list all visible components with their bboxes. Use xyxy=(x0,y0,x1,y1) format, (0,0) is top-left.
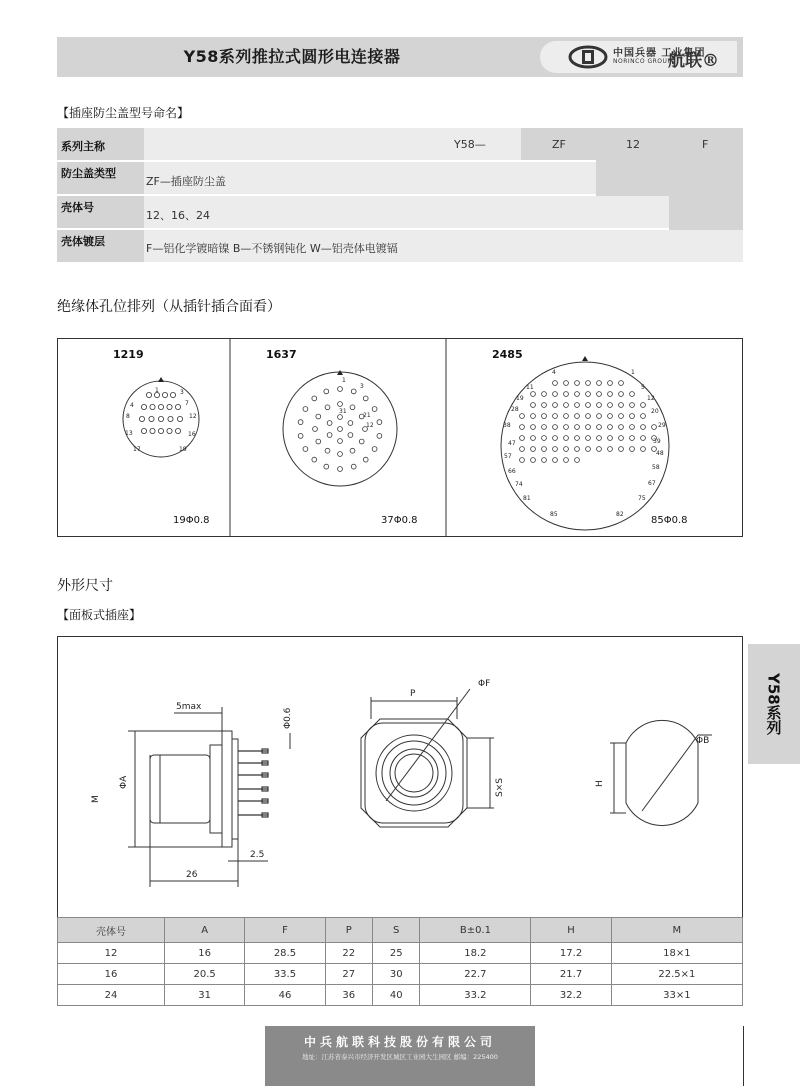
pin-hole xyxy=(564,425,569,430)
pin-hole xyxy=(542,392,547,397)
svg-text:29: 29 xyxy=(658,422,666,429)
outline-drawing-frame xyxy=(57,636,743,918)
pin-hole xyxy=(139,416,144,421)
footer-address: 地址：江苏省泰兴市经济开发区城区工业园大生园区 邮编：225400 xyxy=(302,1053,498,1061)
pin-hole xyxy=(575,403,580,408)
pin-hole xyxy=(542,425,547,430)
pin-hole xyxy=(564,403,569,408)
pin-hole xyxy=(564,458,569,463)
pin-hole xyxy=(641,414,646,419)
pin-hole xyxy=(520,425,525,430)
svg-text:12: 12 xyxy=(366,422,374,429)
panel-1637-title: 1637 xyxy=(266,348,297,361)
pin-hole xyxy=(158,416,163,421)
svg-text:20: 20 xyxy=(651,408,659,415)
svg-text:74: 74 xyxy=(515,481,523,488)
pin-hole xyxy=(363,457,368,462)
svg-text:1: 1 xyxy=(342,377,346,384)
svg-text:4: 4 xyxy=(130,402,134,409)
svg-text:21: 21 xyxy=(363,412,371,419)
pin-hole xyxy=(531,447,536,452)
pin-hole xyxy=(348,421,353,426)
svg-text:75: 75 xyxy=(638,495,646,502)
pin-hole xyxy=(575,425,580,430)
pin-hole xyxy=(619,392,624,397)
pin-hole xyxy=(553,458,558,463)
panel-1219-caption: 19Φ0.8 xyxy=(173,515,210,526)
pin-hole xyxy=(348,433,353,438)
naming-text-shell: 12、16、24 xyxy=(146,209,210,222)
pin-hole xyxy=(531,403,536,408)
pin-hole xyxy=(324,464,329,469)
pin-hole xyxy=(158,428,163,433)
pin-hole xyxy=(542,414,547,419)
pin-hole xyxy=(586,447,591,452)
pin-hole xyxy=(372,407,377,412)
svg-text:48: 48 xyxy=(656,450,664,457)
pin-hole xyxy=(553,436,558,441)
pin-hole xyxy=(162,392,167,397)
svg-text:13: 13 xyxy=(125,430,133,437)
svg-text:1: 1 xyxy=(155,387,159,394)
pin-hole xyxy=(338,387,343,392)
panel-2485-caption: 85Φ0.8 xyxy=(651,515,688,526)
svg-text:58: 58 xyxy=(652,464,660,471)
pin-hole xyxy=(619,381,624,386)
pin-hole xyxy=(619,403,624,408)
svg-text:67: 67 xyxy=(648,480,656,487)
code-cover: ZF xyxy=(552,138,566,151)
pin-hole xyxy=(303,447,308,452)
pin-hole xyxy=(350,405,355,410)
pin-hole xyxy=(641,425,646,430)
pin-hole xyxy=(564,392,569,397)
pin-hole xyxy=(150,404,155,409)
pin-hole xyxy=(324,389,329,394)
pin-hole xyxy=(619,425,624,430)
svg-text:5: 5 xyxy=(641,384,645,391)
pin-hole xyxy=(553,381,558,386)
pin-hole xyxy=(542,403,547,408)
svg-text:81: 81 xyxy=(523,495,531,502)
naming-label-plating: 壳体镀层 xyxy=(61,235,105,248)
svg-text:11: 11 xyxy=(526,384,534,391)
naming-text-plating: F—铝化学镀暗镍 B—不锈钢钝化 W—铝壳体电镀镉 xyxy=(146,242,398,255)
pin-hole xyxy=(597,425,602,430)
svg-text:17: 17 xyxy=(133,446,141,453)
pin-hole xyxy=(586,425,591,430)
dim-d06: Φ0.6 xyxy=(283,707,293,729)
pin-hole xyxy=(167,428,172,433)
pin-hole xyxy=(641,403,646,408)
pin-hole xyxy=(316,439,321,444)
pin-hole xyxy=(597,403,602,408)
pin-hole xyxy=(586,381,591,386)
pin-hole xyxy=(630,447,635,452)
footer-company: 中兵航联科技股份有限公司 xyxy=(303,1035,496,1049)
outline-subtitle: 【面板式插座】 xyxy=(57,608,142,622)
pin-hole xyxy=(149,416,154,421)
pin-hole xyxy=(175,428,180,433)
pin-hole xyxy=(630,436,635,441)
svg-text:12: 12 xyxy=(189,413,197,420)
pin-hole xyxy=(553,447,558,452)
pin-hole xyxy=(575,458,580,463)
svg-text:8: 8 xyxy=(126,413,130,420)
pin-hole xyxy=(597,381,602,386)
pin-hole xyxy=(312,457,317,462)
pin-hole xyxy=(564,414,569,419)
svg-text:47: 47 xyxy=(508,440,516,447)
pin-hole xyxy=(608,436,613,441)
key-marker-icon xyxy=(158,377,164,382)
pin-hole xyxy=(553,403,558,408)
pin-hole xyxy=(608,414,613,419)
pin-hole xyxy=(531,436,536,441)
naming-text-cover-type: ZF—插座防尘盖 xyxy=(146,175,226,188)
pin-hole xyxy=(141,404,146,409)
pin-hole xyxy=(608,392,613,397)
pin-hole xyxy=(359,439,364,444)
dim-2-5: 2.5 xyxy=(250,850,265,860)
dim-phiB: ΦB xyxy=(696,736,710,746)
pin-hole xyxy=(520,414,525,419)
pin-hole xyxy=(298,434,303,439)
pin-hole xyxy=(542,458,547,463)
pin-hole xyxy=(542,447,547,452)
pin-hole xyxy=(177,416,182,421)
pin-hole xyxy=(608,425,613,430)
pin-hole xyxy=(630,414,635,419)
pin-hole xyxy=(338,402,343,407)
pin-hole xyxy=(597,414,602,419)
pin-hole xyxy=(608,447,613,452)
pin-hole xyxy=(564,436,569,441)
pin-hole xyxy=(619,436,624,441)
svg-text:66: 66 xyxy=(508,468,516,475)
pin-hole xyxy=(377,420,382,425)
pin-hole xyxy=(553,414,558,419)
pin-hole xyxy=(170,392,175,397)
pin-hole xyxy=(630,392,635,397)
pin-hole xyxy=(531,458,536,463)
pin-hole xyxy=(630,403,635,408)
naming-section-title: 【插座防尘盖型号命名】 xyxy=(57,106,190,120)
pin-hole xyxy=(372,447,377,452)
pin-hole xyxy=(141,428,146,433)
pin-hole xyxy=(597,447,602,452)
pin-hole xyxy=(520,447,525,452)
dim-P: P xyxy=(410,689,416,699)
pin-hole xyxy=(553,392,558,397)
pin-hole xyxy=(575,436,580,441)
svg-text:57: 57 xyxy=(504,453,512,460)
svg-text:19: 19 xyxy=(516,395,524,402)
outline-section-title: 外形尺寸 xyxy=(57,578,113,594)
pin-hole xyxy=(542,436,547,441)
key-marker-icon xyxy=(582,356,588,361)
pin-hole xyxy=(351,464,356,469)
pin-hole xyxy=(641,436,646,441)
dim-M: M xyxy=(91,795,101,803)
pin-hole xyxy=(652,425,657,430)
insert-1637-outline xyxy=(283,372,397,486)
pin-hole xyxy=(338,452,343,457)
pin-hole xyxy=(531,392,536,397)
pin-hole xyxy=(338,415,343,420)
svg-text:1: 1 xyxy=(631,369,635,376)
dim-H: H xyxy=(595,780,605,787)
company-logo-icon xyxy=(568,45,608,69)
pin-hole xyxy=(363,396,368,401)
table-row: 16 20.5 33.5 27 30 22.7 21.7 22.5×1 xyxy=(58,964,743,985)
dim-26: 26 xyxy=(186,870,198,880)
logo-text-cn: 中国兵器 工业集团 xyxy=(613,48,706,59)
pin-hole xyxy=(619,447,624,452)
pin-hole xyxy=(586,414,591,419)
pin-hole xyxy=(316,414,321,419)
svg-text:3: 3 xyxy=(180,389,184,396)
pin-hole xyxy=(313,427,318,432)
dim-phiA: ΦA xyxy=(119,775,129,789)
dim-phiF: ΦF xyxy=(478,679,491,689)
pin-hole xyxy=(586,392,591,397)
pin-hole xyxy=(564,447,569,452)
table-row: 12 16 28.5 22 25 18.2 17.2 18×1 xyxy=(58,943,743,964)
pin-hole xyxy=(298,420,303,425)
pin-hole xyxy=(377,434,382,439)
pin-hole xyxy=(531,425,536,430)
insert-arrangement-frame xyxy=(57,338,743,537)
dim-SxS: S×S xyxy=(495,778,505,797)
svg-text:7: 7 xyxy=(185,400,189,407)
pin-hole xyxy=(168,416,173,421)
page-title: Y58系列推拉式圆形电连接器 xyxy=(183,47,401,66)
pin-hole xyxy=(338,439,343,444)
pin-hole xyxy=(564,381,569,386)
pin-hole xyxy=(325,405,330,410)
pin-hole xyxy=(641,447,646,452)
pin-hole xyxy=(327,421,332,426)
svg-text:16: 16 xyxy=(188,431,196,438)
logo-text-en: NORINCO GROUP xyxy=(613,58,672,65)
svg-text:39: 39 xyxy=(653,438,661,445)
pin-hole xyxy=(575,447,580,452)
pin-hole xyxy=(351,389,356,394)
pin-hole xyxy=(312,396,317,401)
outline-drawing xyxy=(58,637,742,917)
logo-brand: 航联® xyxy=(668,51,719,71)
code-plating: F xyxy=(702,138,709,151)
pin-hole xyxy=(630,425,635,430)
side-tab-label: Y58系列 xyxy=(764,673,783,735)
panel-1637-caption: 37Φ0.8 xyxy=(381,515,418,526)
svg-text:82: 82 xyxy=(616,511,624,518)
pin-hole xyxy=(575,414,580,419)
pin-hole xyxy=(150,428,155,433)
code-series: Y58— xyxy=(454,138,486,151)
pin-hole xyxy=(575,381,580,386)
panel-1219-title: 1219 xyxy=(113,348,144,361)
layout-section-title: 绝缘体孔位排列（从插针插合面看） xyxy=(57,299,281,315)
table-row: 24 31 46 36 40 33.2 32.2 33×1 xyxy=(58,985,743,1006)
pin-hole xyxy=(597,436,602,441)
svg-text:28: 28 xyxy=(511,406,519,413)
svg-text:4: 4 xyxy=(552,369,556,376)
pin-hole xyxy=(175,404,180,409)
pin-hole xyxy=(167,404,172,409)
pin-hole xyxy=(520,458,525,463)
code-shell: 12 xyxy=(626,138,640,151)
pin-hole xyxy=(158,404,163,409)
svg-text:31: 31 xyxy=(339,408,347,415)
pin-hole xyxy=(531,414,536,419)
dimensions-table xyxy=(57,917,743,1006)
svg-text:85: 85 xyxy=(550,511,558,518)
naming-label-shell: 壳体号 xyxy=(61,201,94,214)
pin-hole xyxy=(608,403,613,408)
pin-hole xyxy=(608,381,613,386)
pin-hole xyxy=(350,448,355,453)
dim-5max: 5max xyxy=(176,702,202,712)
pin-hole xyxy=(586,403,591,408)
pin-hole xyxy=(325,448,330,453)
pin-hole xyxy=(553,425,558,430)
table-header-row: 壳体号 A F P S B±0.1 H M xyxy=(58,918,743,943)
pin-hole xyxy=(586,436,591,441)
naming-label-cover-type: 防尘盖类型 xyxy=(61,167,116,180)
pin-hole xyxy=(520,436,525,441)
pin-hole xyxy=(619,414,624,419)
svg-text:12: 12 xyxy=(647,395,655,402)
naming-label-series: 系列主称 xyxy=(61,140,105,153)
insert-arrangement-drawing xyxy=(58,339,742,536)
pin-hole xyxy=(338,427,343,432)
svg-text:3: 3 xyxy=(360,383,364,390)
svg-text:38: 38 xyxy=(503,422,511,429)
pin-hole xyxy=(338,467,343,472)
svg-text:19: 19 xyxy=(179,446,187,453)
pin-hole xyxy=(303,407,308,412)
pin-hole xyxy=(575,392,580,397)
pin-hole xyxy=(327,433,332,438)
panel-2485-title: 2485 xyxy=(492,348,523,361)
pin-hole xyxy=(146,392,151,397)
pin-hole xyxy=(597,392,602,397)
